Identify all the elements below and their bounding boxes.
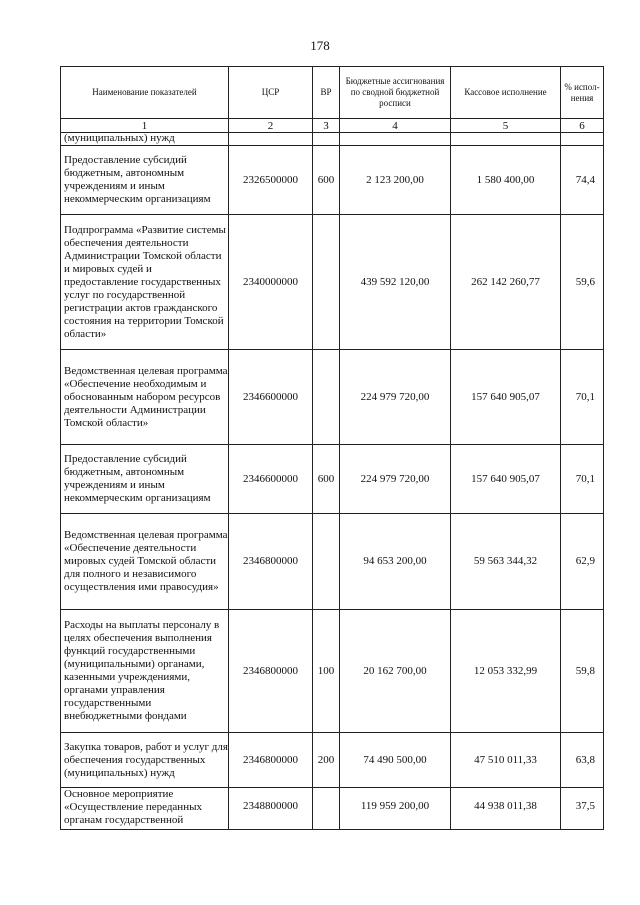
row-name: Основное мероприятие «Осуществление переданных органам государственной	[61, 788, 229, 830]
row-vr: 200	[313, 733, 340, 788]
row-budget: 224 979 720,00	[340, 350, 451, 445]
row-budget: 2 123 200,00	[340, 146, 451, 215]
header-cash-execution: Кассовое исполнение	[451, 67, 561, 119]
page-number: 178	[310, 38, 330, 53]
row-executed: 47 510 011,33	[451, 733, 561, 788]
row-percent: 70,1	[561, 350, 604, 445]
row-executed: 44 938 011,38	[451, 788, 561, 830]
header-budget-allocations: Бюджетные ассигнования по сводной бюджетной росписи	[340, 67, 451, 119]
column-number-row	[61, 119, 604, 133]
row-name: Расходы на выплаты персоналу в целях обеспечения выполнения функций государственными (муниципальными) органами, казенными учреждениями, органами управления государственными внебюджетными фондами	[61, 610, 229, 733]
row-budget: 74 490 500,00	[340, 733, 451, 788]
row-name: Предоставление субсидий бюджетным, автономным учреждениям и иным некоммерческим организациям	[61, 445, 229, 514]
row-name: Ведомственная целевая программа «Обеспечение необходимым и обоснованным набором ресурсов деятельности Администрации Томской области»	[61, 350, 229, 445]
row-vr: 600	[313, 445, 340, 514]
row-vr	[313, 133, 340, 146]
row-budget: 439 592 120,00	[340, 215, 451, 350]
column-number: 2	[229, 119, 313, 133]
row-budget: 20 162 700,00	[340, 610, 451, 733]
row-budget: 94 653 200,00	[340, 514, 451, 610]
row-vr	[313, 350, 340, 445]
row-csr: 2346800000	[229, 514, 313, 610]
table-row	[61, 788, 604, 830]
column-number: 5	[451, 119, 561, 133]
header-row	[61, 67, 604, 119]
table-row	[61, 610, 604, 733]
row-percent: 59,6	[561, 215, 604, 350]
row-percent: 74,4	[561, 146, 604, 215]
row-csr: 2348800000	[229, 788, 313, 830]
row-percent: 70,1	[561, 445, 604, 514]
row-executed: 59 563 344,32	[451, 514, 561, 610]
table-row	[61, 514, 604, 610]
column-number: 1	[61, 119, 229, 133]
row-vr	[313, 788, 340, 830]
row-executed: 1 580 400,00	[451, 146, 561, 215]
table-row	[61, 215, 604, 350]
header-execution-percent: % испол-нения	[561, 67, 604, 119]
table-header	[61, 67, 604, 133]
column-number: 3	[313, 119, 340, 133]
row-budget	[340, 133, 451, 146]
row-csr: 2346800000	[229, 610, 313, 733]
row-name: Предоставление субсидий бюджетным, автономным учреждениям и иным некоммерческим организациям	[61, 146, 229, 215]
row-csr: 2346800000	[229, 733, 313, 788]
row-budget: 224 979 720,00	[340, 445, 451, 514]
row-budget: 119 959 200,00	[340, 788, 451, 830]
row-vr: 100	[313, 610, 340, 733]
row-percent	[561, 133, 604, 146]
row-csr: 2326500000	[229, 146, 313, 215]
header-csr: ЦСР	[229, 67, 313, 119]
table-row	[61, 133, 604, 146]
budget-execution-table	[60, 66, 604, 830]
row-csr	[229, 133, 313, 146]
row-name: Ведомственная целевая программа «Обеспечение деятельности мировых судей Томской области для полного и независимого осуществления ими правосудия»	[61, 514, 229, 610]
table-row	[61, 733, 604, 788]
header-indicator-name: Наименование показателей	[61, 67, 229, 119]
row-percent: 63,8	[561, 733, 604, 788]
row-executed: 157 640 905,07	[451, 445, 561, 514]
row-percent: 37,5	[561, 788, 604, 830]
row-percent: 62,9	[561, 514, 604, 610]
row-executed: 12 053 332,99	[451, 610, 561, 733]
row-name: Подпрограмма «Развитие системы обеспечения деятельности Администрации Томской области и мировых судей и предоставление государственных услуг по государственной регистрации актов гражданского состояния на территории Томской области»	[61, 215, 229, 350]
column-number: 6	[561, 119, 604, 133]
row-name: Закупка товаров, работ и услуг для обеспечения государственных (муниципальных) нужд	[61, 733, 229, 788]
header-vr: ВР	[313, 67, 340, 119]
row-name: (муниципальных) нужд	[61, 133, 229, 146]
row-percent: 59,8	[561, 610, 604, 733]
table-row	[61, 350, 604, 445]
row-executed: 262 142 260,77	[451, 215, 561, 350]
row-csr: 2346600000	[229, 350, 313, 445]
row-executed	[451, 133, 561, 146]
row-vr	[313, 514, 340, 610]
column-number: 4	[340, 119, 451, 133]
table-row	[61, 146, 604, 215]
row-csr: 2346600000	[229, 445, 313, 514]
table-body	[61, 133, 604, 830]
row-executed: 157 640 905,07	[451, 350, 561, 445]
row-vr	[313, 215, 340, 350]
row-vr: 600	[313, 146, 340, 215]
table-row	[61, 445, 604, 514]
row-csr: 2340000000	[229, 215, 313, 350]
